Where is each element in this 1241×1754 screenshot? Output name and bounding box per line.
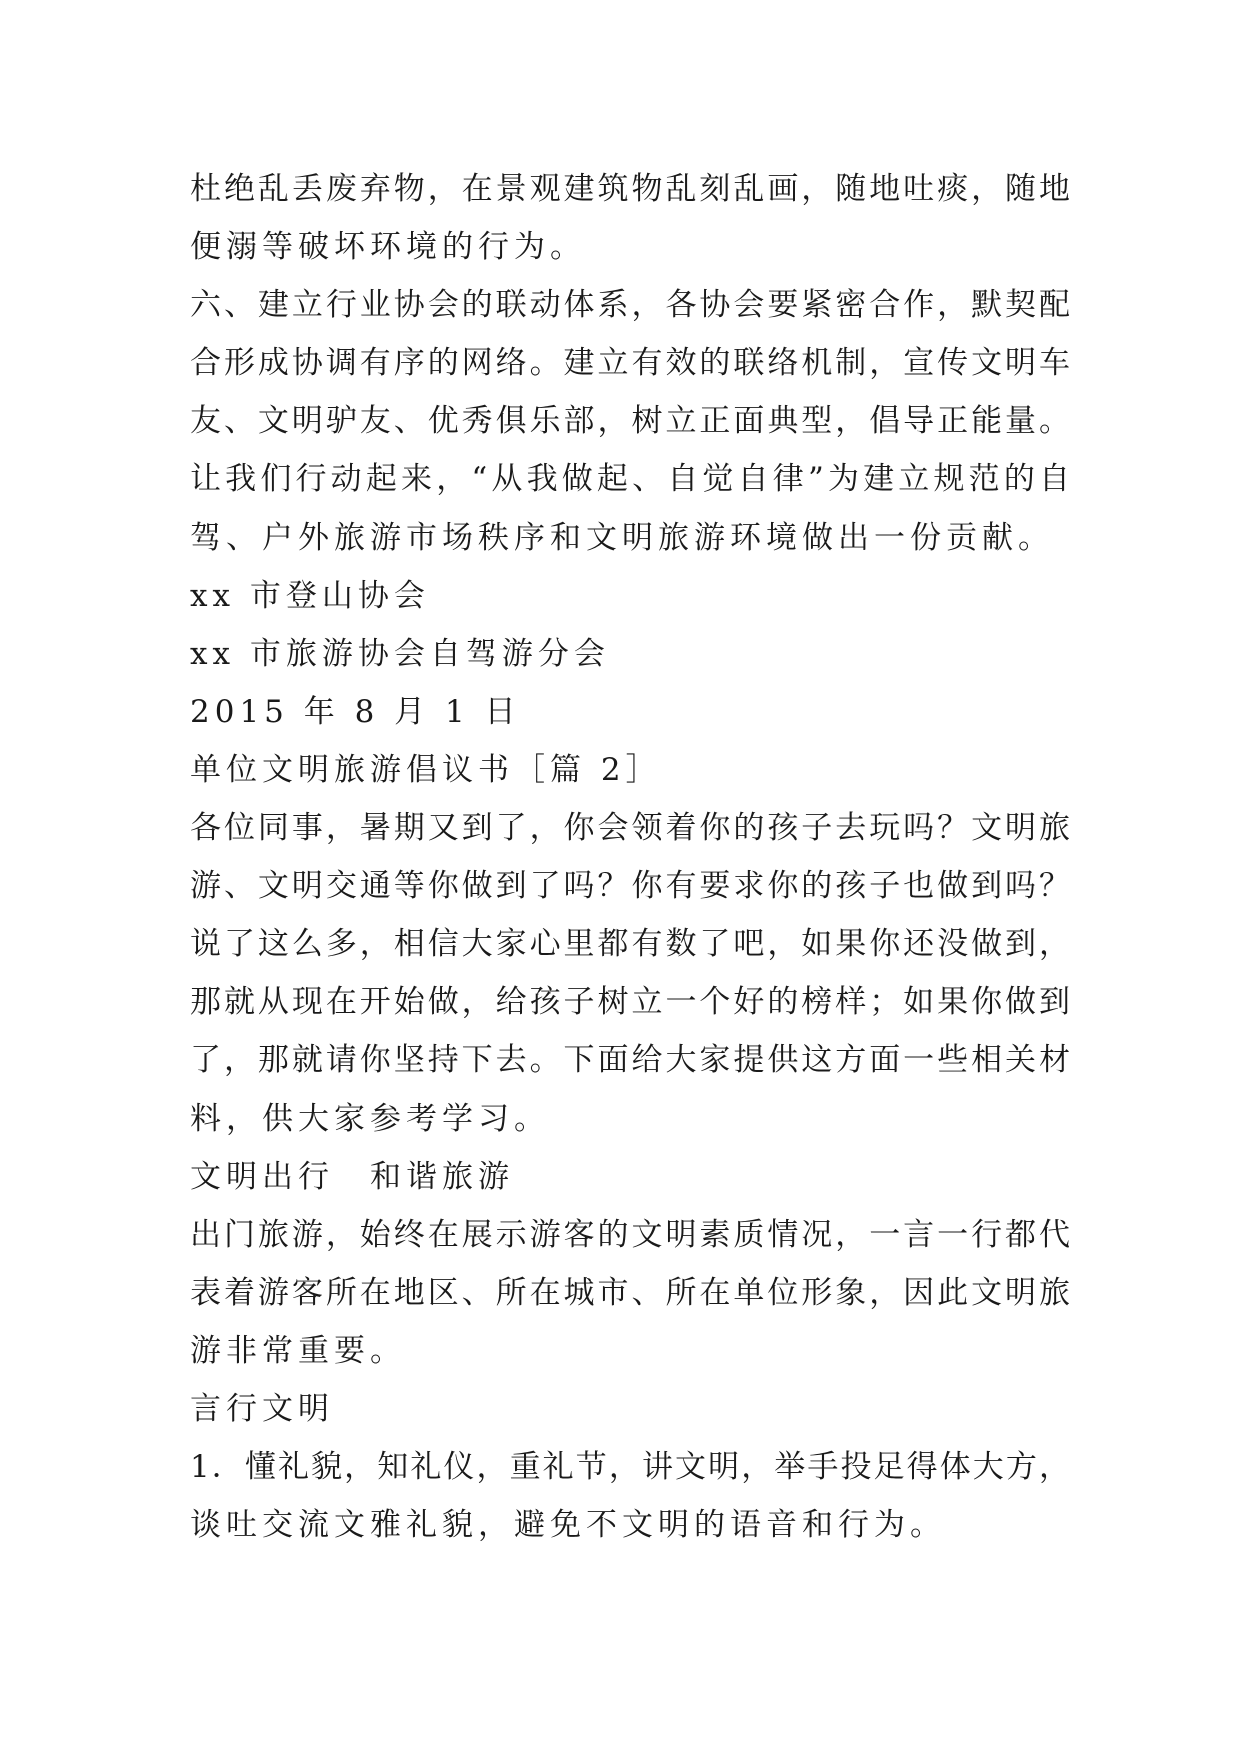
document-line: 游非常重要。: [190, 1332, 406, 1369]
document-line: 那就从现在开始做，给孩子树立一个好的榜样；如果你做到: [190, 984, 1070, 1021]
document-line: 让我们行动起来，“从我做起、自觉自律”为建立规范的自: [190, 461, 1070, 498]
document-line: 六、建立行业协会的联动体系，各协会要紧密合作，默契配: [190, 287, 1070, 324]
document-line: 文明出行 和谐旅游: [190, 1158, 514, 1195]
document-line: 单位文明旅游倡议书［篇 2］: [190, 751, 662, 788]
document-line: 合形成协调有序的网络。建立有效的联络机制，宣传文明车: [190, 345, 1070, 382]
document-line: 各位同事，暑期又到了，你会领着你的孩子去玩吗？文明旅: [190, 810, 1070, 847]
document-line: 驾、户外旅游市场秩序和文明旅游环境做出一份贡献。: [190, 519, 1054, 556]
document-line: xx 市旅游协会自驾游分会: [190, 635, 610, 672]
document-line: 出门旅游，始终在展示游客的文明素质情况，一言一行都代: [190, 1216, 1070, 1253]
document-line: xx 市登山协会: [190, 577, 430, 614]
document-line: 2015 年 8 月 1 日: [190, 693, 521, 730]
document-line: 说了这么多，相信大家心里都有数了吧，如果你还没做到，: [190, 926, 1070, 963]
document-line: 便溺等破坏环境的行为。: [190, 229, 586, 266]
document-line: 友、文明驴友、优秀俱乐部，树立正面典型，倡导正能量。: [190, 403, 1070, 440]
document-line: 1．懂礼貌，知礼仪，重礼节，讲文明，举手投足得体大方，: [190, 1449, 1070, 1486]
document-line: 谈吐交流文雅礼貌，避免不文明的语音和行为。: [190, 1507, 946, 1544]
document-line: 表着游客所在地区、所在城市、所在单位形象，因此文明旅: [190, 1274, 1070, 1311]
document-line: 言行文明: [190, 1390, 334, 1427]
document-line: 料，供大家参考学习。: [190, 1100, 550, 1137]
document-body: [190, 160, 1070, 1554]
document-line: 杜绝乱丢废弃物，在景观建筑物乱刻乱画，随地吐痰，随地: [190, 171, 1070, 207]
document-line: 了，那就请你坚持下去。下面给大家提供这方面一些相关材: [190, 1042, 1070, 1079]
document-line: 游、文明交通等你做到了吗？你有要求你的孩子也做到吗？: [190, 868, 1070, 905]
